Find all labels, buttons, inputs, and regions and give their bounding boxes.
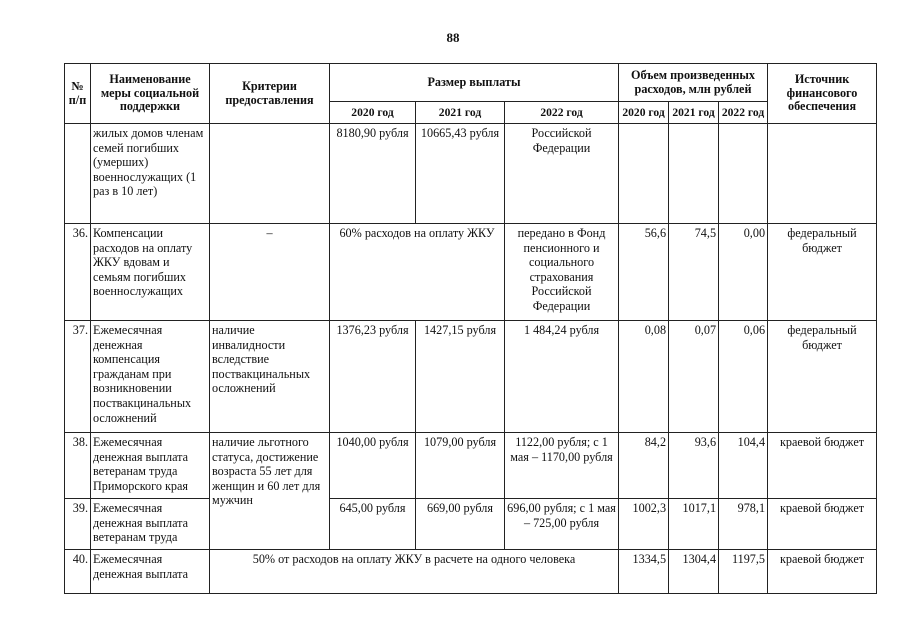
row-pay-merged: 60% расходов на оплату ЖКУ	[330, 224, 505, 321]
row-pay-2020: 645,00 рубля	[330, 499, 416, 550]
row-pay-2021: 10665,43 рубля	[416, 124, 505, 224]
row-vol-2022: 1197,5	[719, 550, 768, 594]
row-vol-2021: 93,6	[669, 433, 719, 499]
row-vol-2022	[719, 124, 768, 224]
table-row	[65, 124, 877, 224]
row-source: краевой бюджет	[768, 550, 877, 594]
row-pay-2020: 8180,90 рубля	[330, 124, 416, 224]
header-name: Наименование меры социальной поддержки	[91, 64, 210, 124]
row-num: 38.	[65, 433, 91, 499]
row-pay-2021: 669,00 рубля	[416, 499, 505, 550]
row-num: 36.	[65, 224, 91, 321]
row-vol-2021	[669, 124, 719, 224]
row-vol-2022: 0,06	[719, 321, 768, 433]
row-name: жилых домов членам семей погибших (умерших) военнослужащих (1 раз в 10 лет)	[91, 124, 210, 224]
header-pay-year: 2022 год	[505, 102, 619, 124]
row-num: 40.	[65, 550, 91, 594]
row-pay-2022: передано в Фонд пенсионного и социального страхования Российской Федерации	[505, 224, 619, 321]
row-pay-2021: 1427,15 рубля	[416, 321, 505, 433]
row-pay-merged: 50% от расходов на оплату ЖКУ в расчете на одного человека	[210, 550, 619, 594]
header-criteria: Критерии предоставления	[210, 64, 330, 124]
table-row	[65, 499, 877, 550]
header-payment: Размер выплаты	[330, 64, 619, 102]
social-support-table	[64, 63, 877, 594]
row-pay-2022: 696,00 рубля; с 1 мая – 725,00 рубля	[505, 499, 619, 550]
row-vol-2021: 74,5	[669, 224, 719, 321]
row-name: Ежемесячная денежная выплата	[91, 550, 210, 594]
table-row	[65, 224, 877, 321]
table-row	[65, 550, 877, 594]
row-name: Ежемесячная денежная выплата ветеранам труда Приморского края	[91, 433, 210, 499]
row-num: 39.	[65, 499, 91, 550]
row-vol-2021: 1017,1	[669, 499, 719, 550]
row-vol-2020: 1002,3	[619, 499, 669, 550]
row-vol-2020: 0,08	[619, 321, 669, 433]
row-vol-2020: 56,6	[619, 224, 669, 321]
row-source: федеральный бюджет	[768, 321, 877, 433]
row-name: Компенсации расходов на оплату ЖКУ вдовам и семьям погибших военнослужащих	[91, 224, 210, 321]
row-name: Ежемесячная денежная компенсация гражданам при возникновении поствакцинальных осложнений	[91, 321, 210, 433]
row-pay-2022: 1 484,24 рубля	[505, 321, 619, 433]
row-source: краевой бюджет	[768, 499, 877, 550]
row-num	[65, 124, 91, 224]
row-vol-2022: 0,00	[719, 224, 768, 321]
row-criteria: наличие инвалидности вследствие поствакцинальных осложнений	[210, 321, 330, 433]
row-num: 37.	[65, 321, 91, 433]
row-source: краевой бюджет	[768, 433, 877, 499]
row-pay-2022: Российской Федерации	[505, 124, 619, 224]
row-pay-2021: 1079,00 рубля	[416, 433, 505, 499]
header-vol-year: 2020 год	[619, 102, 669, 124]
row-vol-2021: 0,07	[669, 321, 719, 433]
header-volume: Объем произведенных расходов, млн рублей	[619, 64, 768, 102]
page-number: 88	[446, 30, 460, 45]
row-pay-2020: 1040,00 рубля	[330, 433, 416, 499]
row-vol-2020	[619, 124, 669, 224]
row-vol-2022: 104,4	[719, 433, 768, 499]
header-pay-year: 2021 год	[416, 102, 505, 124]
table-row	[65, 433, 877, 499]
row-pay-2020: 1376,23 рубля	[330, 321, 416, 433]
row-vol-2021: 1304,4	[669, 550, 719, 594]
row-pay-2022: 1122,00 рубля; с 1 мая – 1170,00 рубля	[505, 433, 619, 499]
row-criteria-shared: наличие льготного статуса, достижение возраста 55 лет для женщин и 60 лет для мужчин	[210, 433, 330, 550]
header-source: Источник финансового обеспечения	[768, 64, 877, 124]
header-num: № п/п	[65, 64, 91, 124]
header-pay-year: 2020 год	[330, 102, 416, 124]
row-vol-2022: 978,1	[719, 499, 768, 550]
row-name: Ежемесячная денежная выплата ветеранам труда	[91, 499, 210, 550]
row-source	[768, 124, 877, 224]
header-row-1	[65, 64, 877, 102]
header-vol-year: 2022 год	[719, 102, 768, 124]
header-vol-year: 2021 год	[669, 102, 719, 124]
row-vol-2020: 84,2	[619, 433, 669, 499]
row-criteria	[210, 124, 330, 224]
row-vol-2020: 1334,5	[619, 550, 669, 594]
row-source: федеральный бюджет	[768, 224, 877, 321]
table-row	[65, 321, 877, 433]
row-criteria: –	[210, 224, 330, 321]
